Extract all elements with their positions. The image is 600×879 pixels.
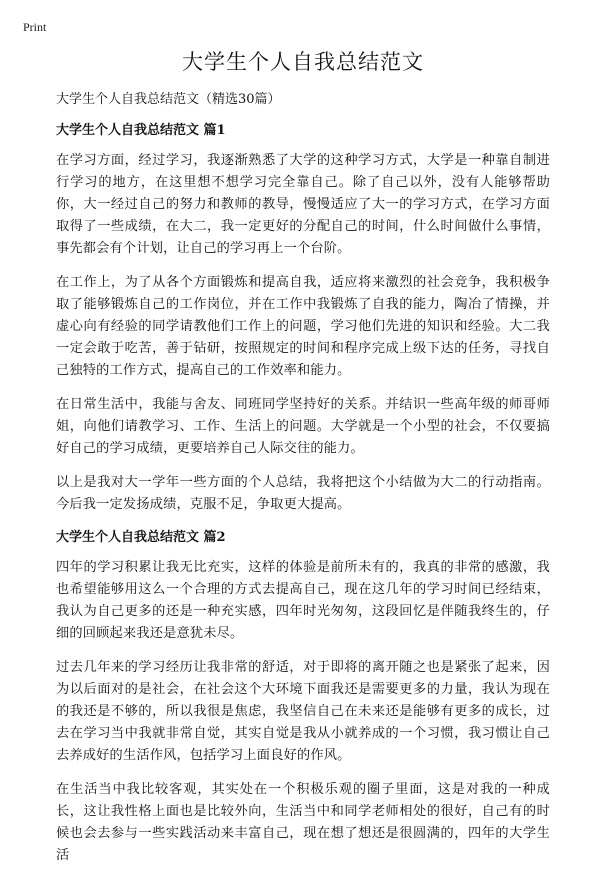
print-link[interactable]: Print (23, 20, 47, 34)
section-heading: 大学生个人自我总结范文 篇2 (56, 530, 226, 545)
section-heading: 大学生个人自我总结范文 篇1 (56, 123, 226, 138)
paragraph: 在学习方面，经过学习，我逐渐熟悉了大学的这种学习方式，大学是一种靠自制进行学习的地方，在这里想不想学习完全靠自己。除了自己以外，没有人能够帮助你，大一经过自己的努力和教师的教导，慢慢适应了大一的学习方式，在学习方面取得了一些成绩，在大二，我一定更好的分配自己的时间，什么时间做什么事情，事先都会有个计划，让自己的学习再上一个台阶。 (56, 153, 550, 256)
document-page (56, 48, 550, 879)
paragraph: 在日常生活中，我能与舍友、同班同学坚持好的关系。并结识一些高年级的师哥师姐，向他们请教学习、工作、生活上的问题。大学就是一个小型的社会，不仅要搞好自己的学习成绩，更要培养自己人际交往的能力。 (56, 397, 550, 456)
paragraph: 在工作上，为了从各个方面锻炼和提高自我，适应将来激烈的社会竞争，我积极争取了能够锻炼自己的工作岗位，并在工作中我锻炼了自我的能力，陶冶了情操，并虚心向有经验的同学请教他们工作上的问题，学习他们先进的知识和经验。大二我一定会敢于吃苦，善于钻研，按照规定的时间和程序完成上级下达的任务，寻找自己独特的工作方式，提高自己的工作效率和能力。 (56, 275, 550, 378)
paragraph: 以上是我对大一学年一些方面的个人总结，我将把这个小结做为大二的行动指南。今后我一定发扬成绩，克服不足，争取更大提高。 (56, 475, 550, 512)
document-title: 大学生个人自我总结范文 (182, 50, 424, 74)
paragraph: 在生活当中我比较客观，其实处在一个积极乐观的圈子里面，这是对我的一种成长，这让我性格上面也是比较外向，生活当中和同学老师相处的很好，自己有的时候也会去参与一些实践活动来丰富自己，现在想了想还是很圆满的，四年的大学生活 (56, 782, 550, 863)
paragraph: 四年的学习积累让我无比充实，这样的体验是前所未有的，我真的非常的感激，我也希望能够用这么一个合理的方式去提高自己，现在这几年的学习时间已经结束，我认为自己更多的还是一种充实感，四年时光匆匆，这段回忆是伴随我终生的，仔细的回顾起来我还是意犹未尽。 (56, 560, 550, 641)
document-subtitle: 大学生个人自我总结范文（精选30篇） (56, 92, 281, 107)
paragraph: 过去几年来的学习经历让我非常的舒适，对于即将的离开随之也是紧张了起来，因为以后面对的是社会，在社会这个大环境下面我还是需要更多的力量，我认为现在的我还是不够的，所以我很是焦虑，我坚信自己在未来还是能够有更多的成长，过去在学习当中我就非常自觉，其实自觉是我从小就养成的一个习惯，我习惯让自己去养成好的生活作风，包括学习上面良好的作风。 (56, 660, 550, 763)
